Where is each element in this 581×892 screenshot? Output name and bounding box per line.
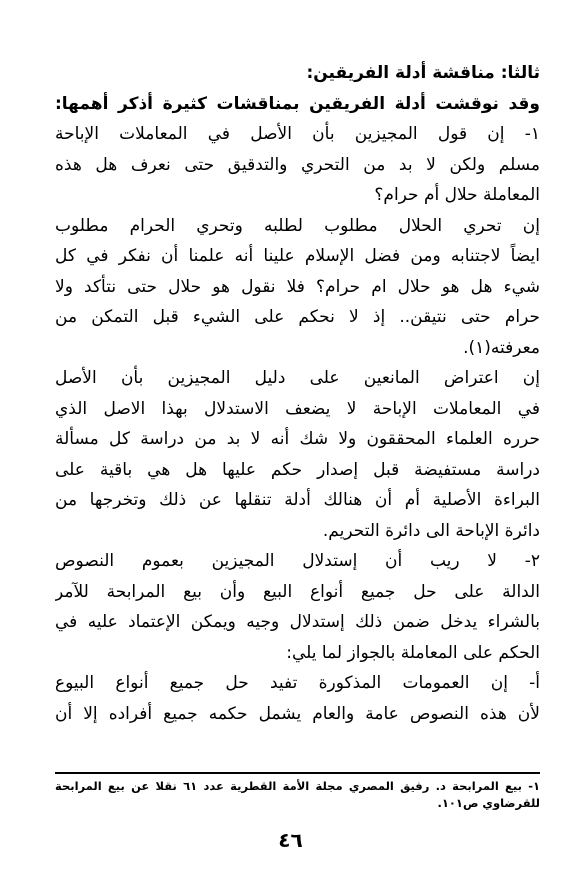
text-line: الحكم على المعاملة بالجواز لما يلي: — [286, 642, 540, 663]
footnote — [55, 778, 540, 812]
text-line: بالشراء يدخل ضمن ذلك إستدلال وجيه ويمكن الإعتماد عليه في — [55, 612, 540, 632]
text-line: دائرة الإباحة الى دائرة التحريم. — [322, 520, 540, 541]
footnote-line: للقرضاوي ص١٠١. — [437, 796, 540, 810]
text-line: حرام حتى نتيقن.. إذ لا نحكم على الشيء قبل التمكن من — [55, 307, 540, 327]
footnote-divider — [55, 772, 540, 774]
text-line: إن تحري الحلال مطلوب لطلبه وتحري الحرام مطلوب — [55, 215, 540, 236]
text-line: وقد نوقشت أدلة الفريقين بمناقشات كثيرة أذكر أهمها: — [55, 93, 540, 114]
text-line: ٢- لا ريب أن إستدلال المجيزين بعموم النصوص — [55, 551, 540, 571]
text-line: المعاملة حلال أم حرام؟ — [374, 185, 540, 205]
text-line: في المعاملات الإباحة لا يضعف الاستدلال بهذا الاصل الذي — [55, 398, 540, 419]
text-line: لأن هذه النصوص عامة والعام يشمل حكمه جميع أفراده إلا أن — [55, 703, 540, 724]
text-line: دراسة مستفيضة قبل إصدار حكم عليها هل هي باقية على — [55, 459, 540, 480]
text-line: البراءة الأصلية أم أن هنالك أدلة تنقلها عن ذلك وتخرجها من — [55, 490, 540, 510]
text-line: إن اعتراض المانعين على دليل المجيزين بأن الأصل — [55, 368, 540, 388]
text-line: أ- إن العمومات المذكورة تفيد حل جميع أنواع البيوع — [55, 673, 540, 693]
footnote-line: ١- بيع المرابحة د. رفيق المصري مجلة الأمة القطرية عدد ٦١ نقلا عن بيع المرابحة — [55, 779, 540, 793]
text-line: حرره العلماء المحققون ولا شك أنه لا بد من دراسة كل مسألة — [55, 429, 540, 449]
text-line: ١- إن قول المجيزين بأن الأصل في المعاملات الإباحة — [55, 124, 540, 144]
text-line: الدالة على حل جميع أنواع البيع وأن بيع المرابحة للآمر — [55, 581, 540, 602]
body-text — [55, 58, 540, 729]
text-line: معرفته(١). — [463, 337, 540, 358]
text-line: شيء هل هو حلال ام حرام؟ فلا نقول هو حلال حتى نتأكد ولا — [55, 276, 540, 297]
text-line: مسلم ولكن لا بد من التحري والتدقيق حتى نعرف هل هذه — [55, 154, 540, 175]
page-number: ٤٦ — [278, 828, 303, 852]
text-line: ايضاً لاجتنابه ومن فضل الإسلام علينا أنه علمنا أن نفكر في كل — [55, 246, 540, 266]
text-line: ثالثا: مناقشة أدلة الفريقين: — [306, 63, 540, 83]
